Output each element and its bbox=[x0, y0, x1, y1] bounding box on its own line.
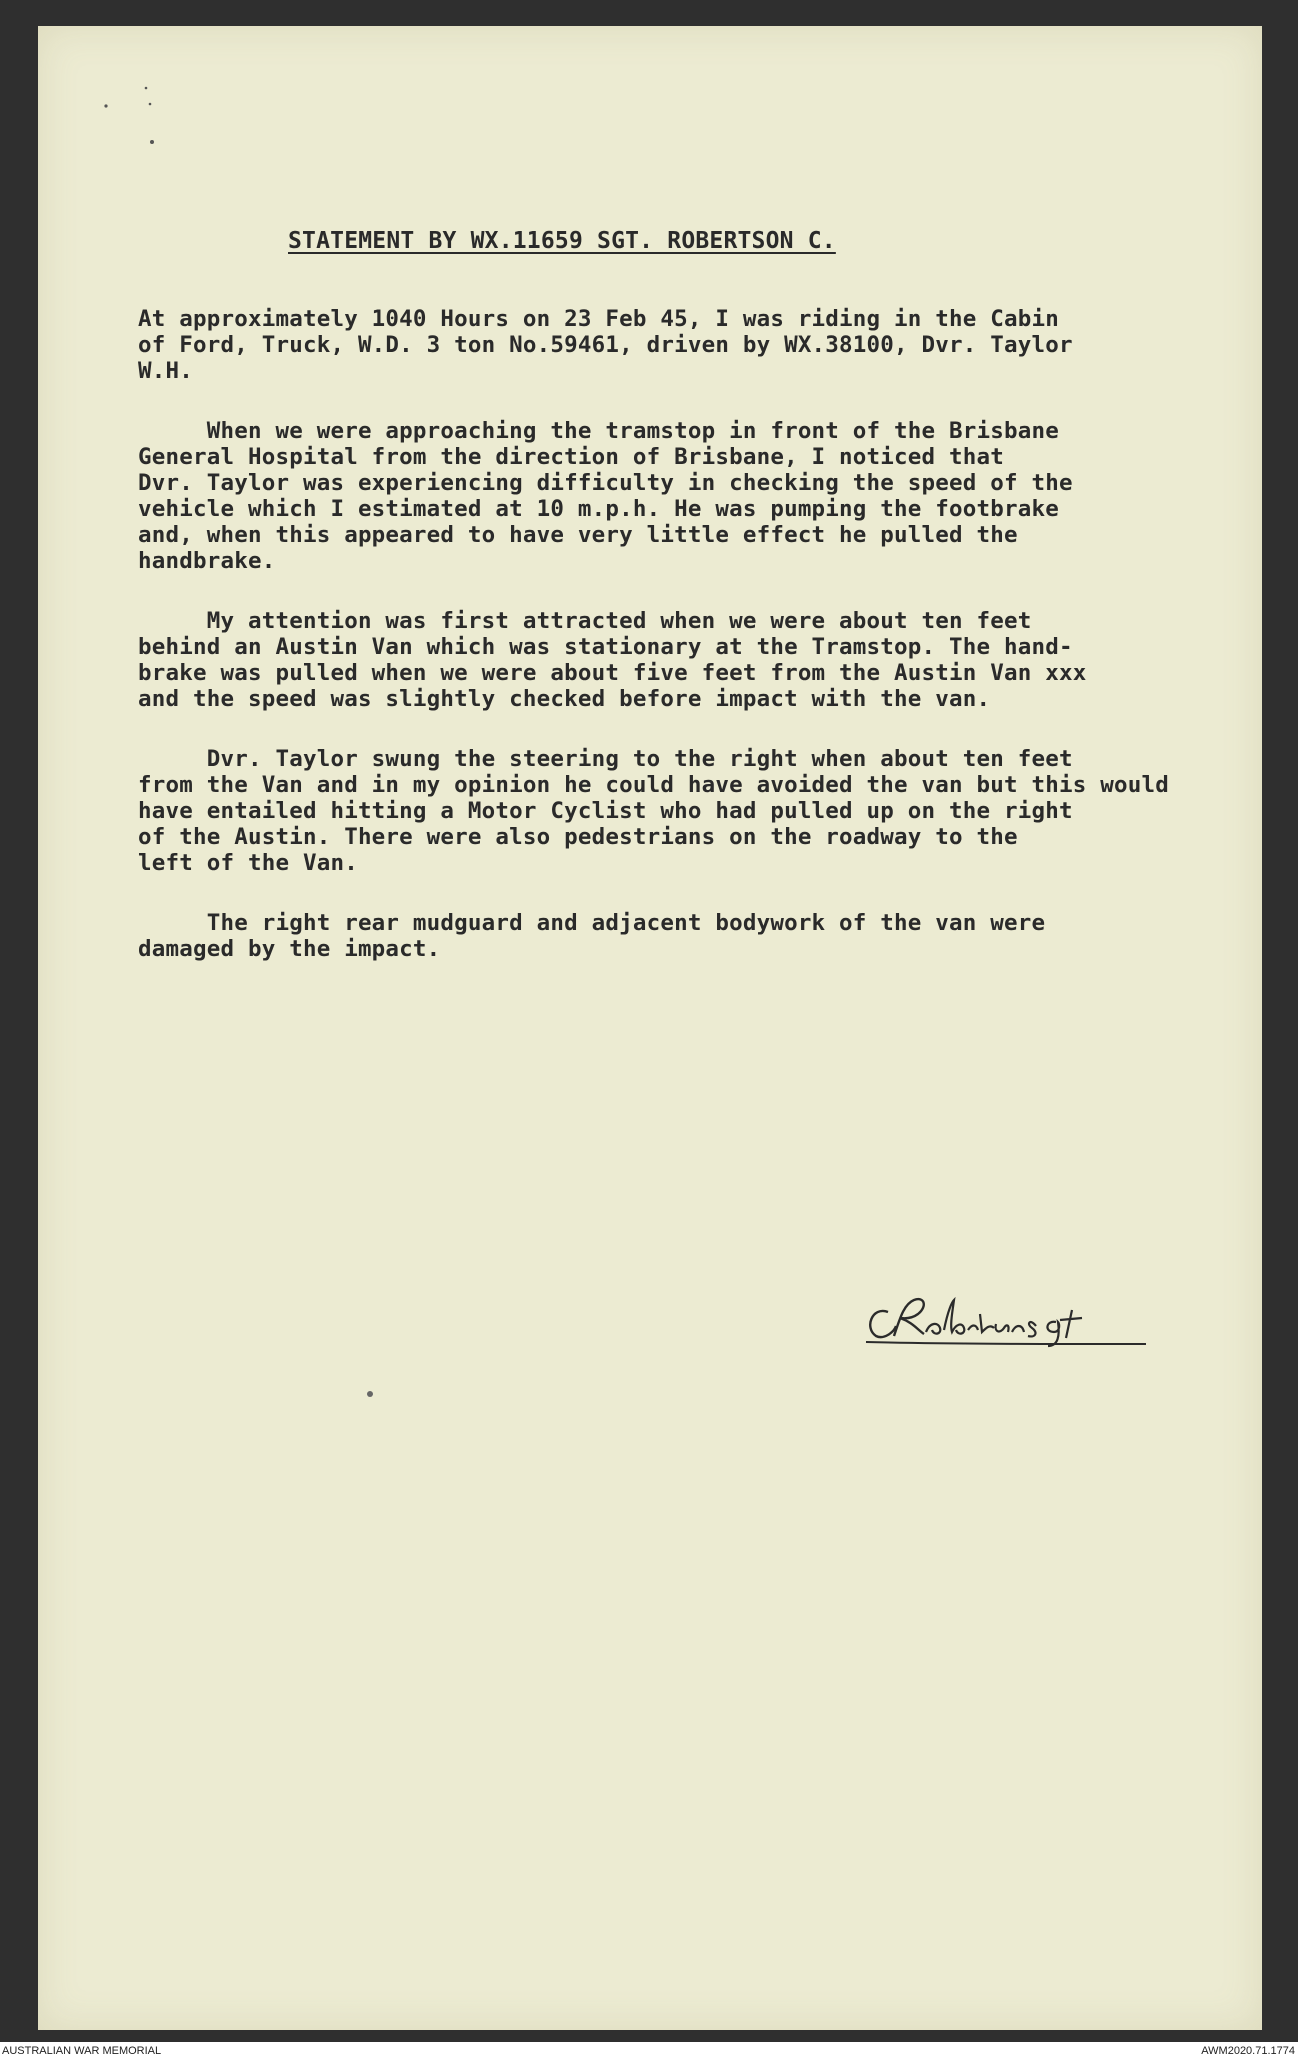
text-line: from the Van and in my opinion he could have avoided the van but this would bbox=[138, 772, 1169, 798]
text-line: left of the Van. bbox=[138, 850, 358, 876]
text-line: handbrake. bbox=[138, 548, 276, 574]
text-line: vehicle which I estimated at 10 m.p.h. He was pumping the footbrake bbox=[138, 496, 1059, 522]
text-line: and, when this appeared to have very little effect he pulled the bbox=[138, 522, 1018, 548]
paragraph-3 bbox=[138, 608, 1258, 712]
text-line: damaged by the impact. bbox=[138, 936, 441, 962]
paragraph-1 bbox=[138, 306, 1258, 384]
text-line: W.H. bbox=[138, 358, 193, 384]
text-line: of Ford, Truck, W.D. 3 ton No.59461, driven by WX.38100, Dvr. Taylor bbox=[138, 332, 1073, 358]
text-line: Dvr. Taylor swung the steering to the right when about ten feet bbox=[138, 746, 1073, 772]
text-line: brake was pulled when we were about five feet from the Austin Van xxx bbox=[138, 660, 1087, 686]
text-line: of the Austin. There were also pedestrians on the roadway to the bbox=[138, 824, 1018, 850]
text-line: General Hospital from the direction of Brisbane, I noticed that bbox=[138, 444, 1005, 470]
paragraph-4 bbox=[138, 746, 1258, 876]
statement-title: STATEMENT BY WX.11659 SGT. ROBERTSON C. bbox=[288, 228, 836, 254]
text-line: and the speed was slightly checked before impact with the van. bbox=[138, 686, 991, 712]
paragraph-2 bbox=[138, 418, 1258, 574]
text-line: have entailed hitting a Motor Cyclist who had pulled up on the right bbox=[138, 798, 1073, 824]
text-line: behind an Austin Van which was stationary at the Tramstop. The hand- bbox=[138, 634, 1073, 660]
footer-institution: AUSTRALIAN WAR MEMORIAL bbox=[2, 2045, 162, 2057]
text-line: The right rear mudguard and adjacent bodywork of the van were bbox=[138, 910, 1046, 936]
text-line: Dvr. Taylor was experiencing difficulty in checking the speed of the bbox=[138, 470, 1073, 496]
text-line: When we were approaching the tramstop in front of the Brisbane bbox=[138, 418, 1059, 444]
paragraph-5 bbox=[138, 910, 1258, 962]
handwritten-signature bbox=[860, 1288, 1150, 1350]
statement-text bbox=[138, 228, 1258, 996]
text-line: My attention was first attracted when we were about ten feet bbox=[138, 608, 1032, 634]
text-line: At approximately 1040 Hours on 23 Feb 45, I was riding in the Cabin bbox=[138, 306, 1059, 332]
footer-bar bbox=[0, 2042, 1298, 2061]
footer-accession-number: AWM2020.71.1774 bbox=[1201, 2045, 1295, 2057]
